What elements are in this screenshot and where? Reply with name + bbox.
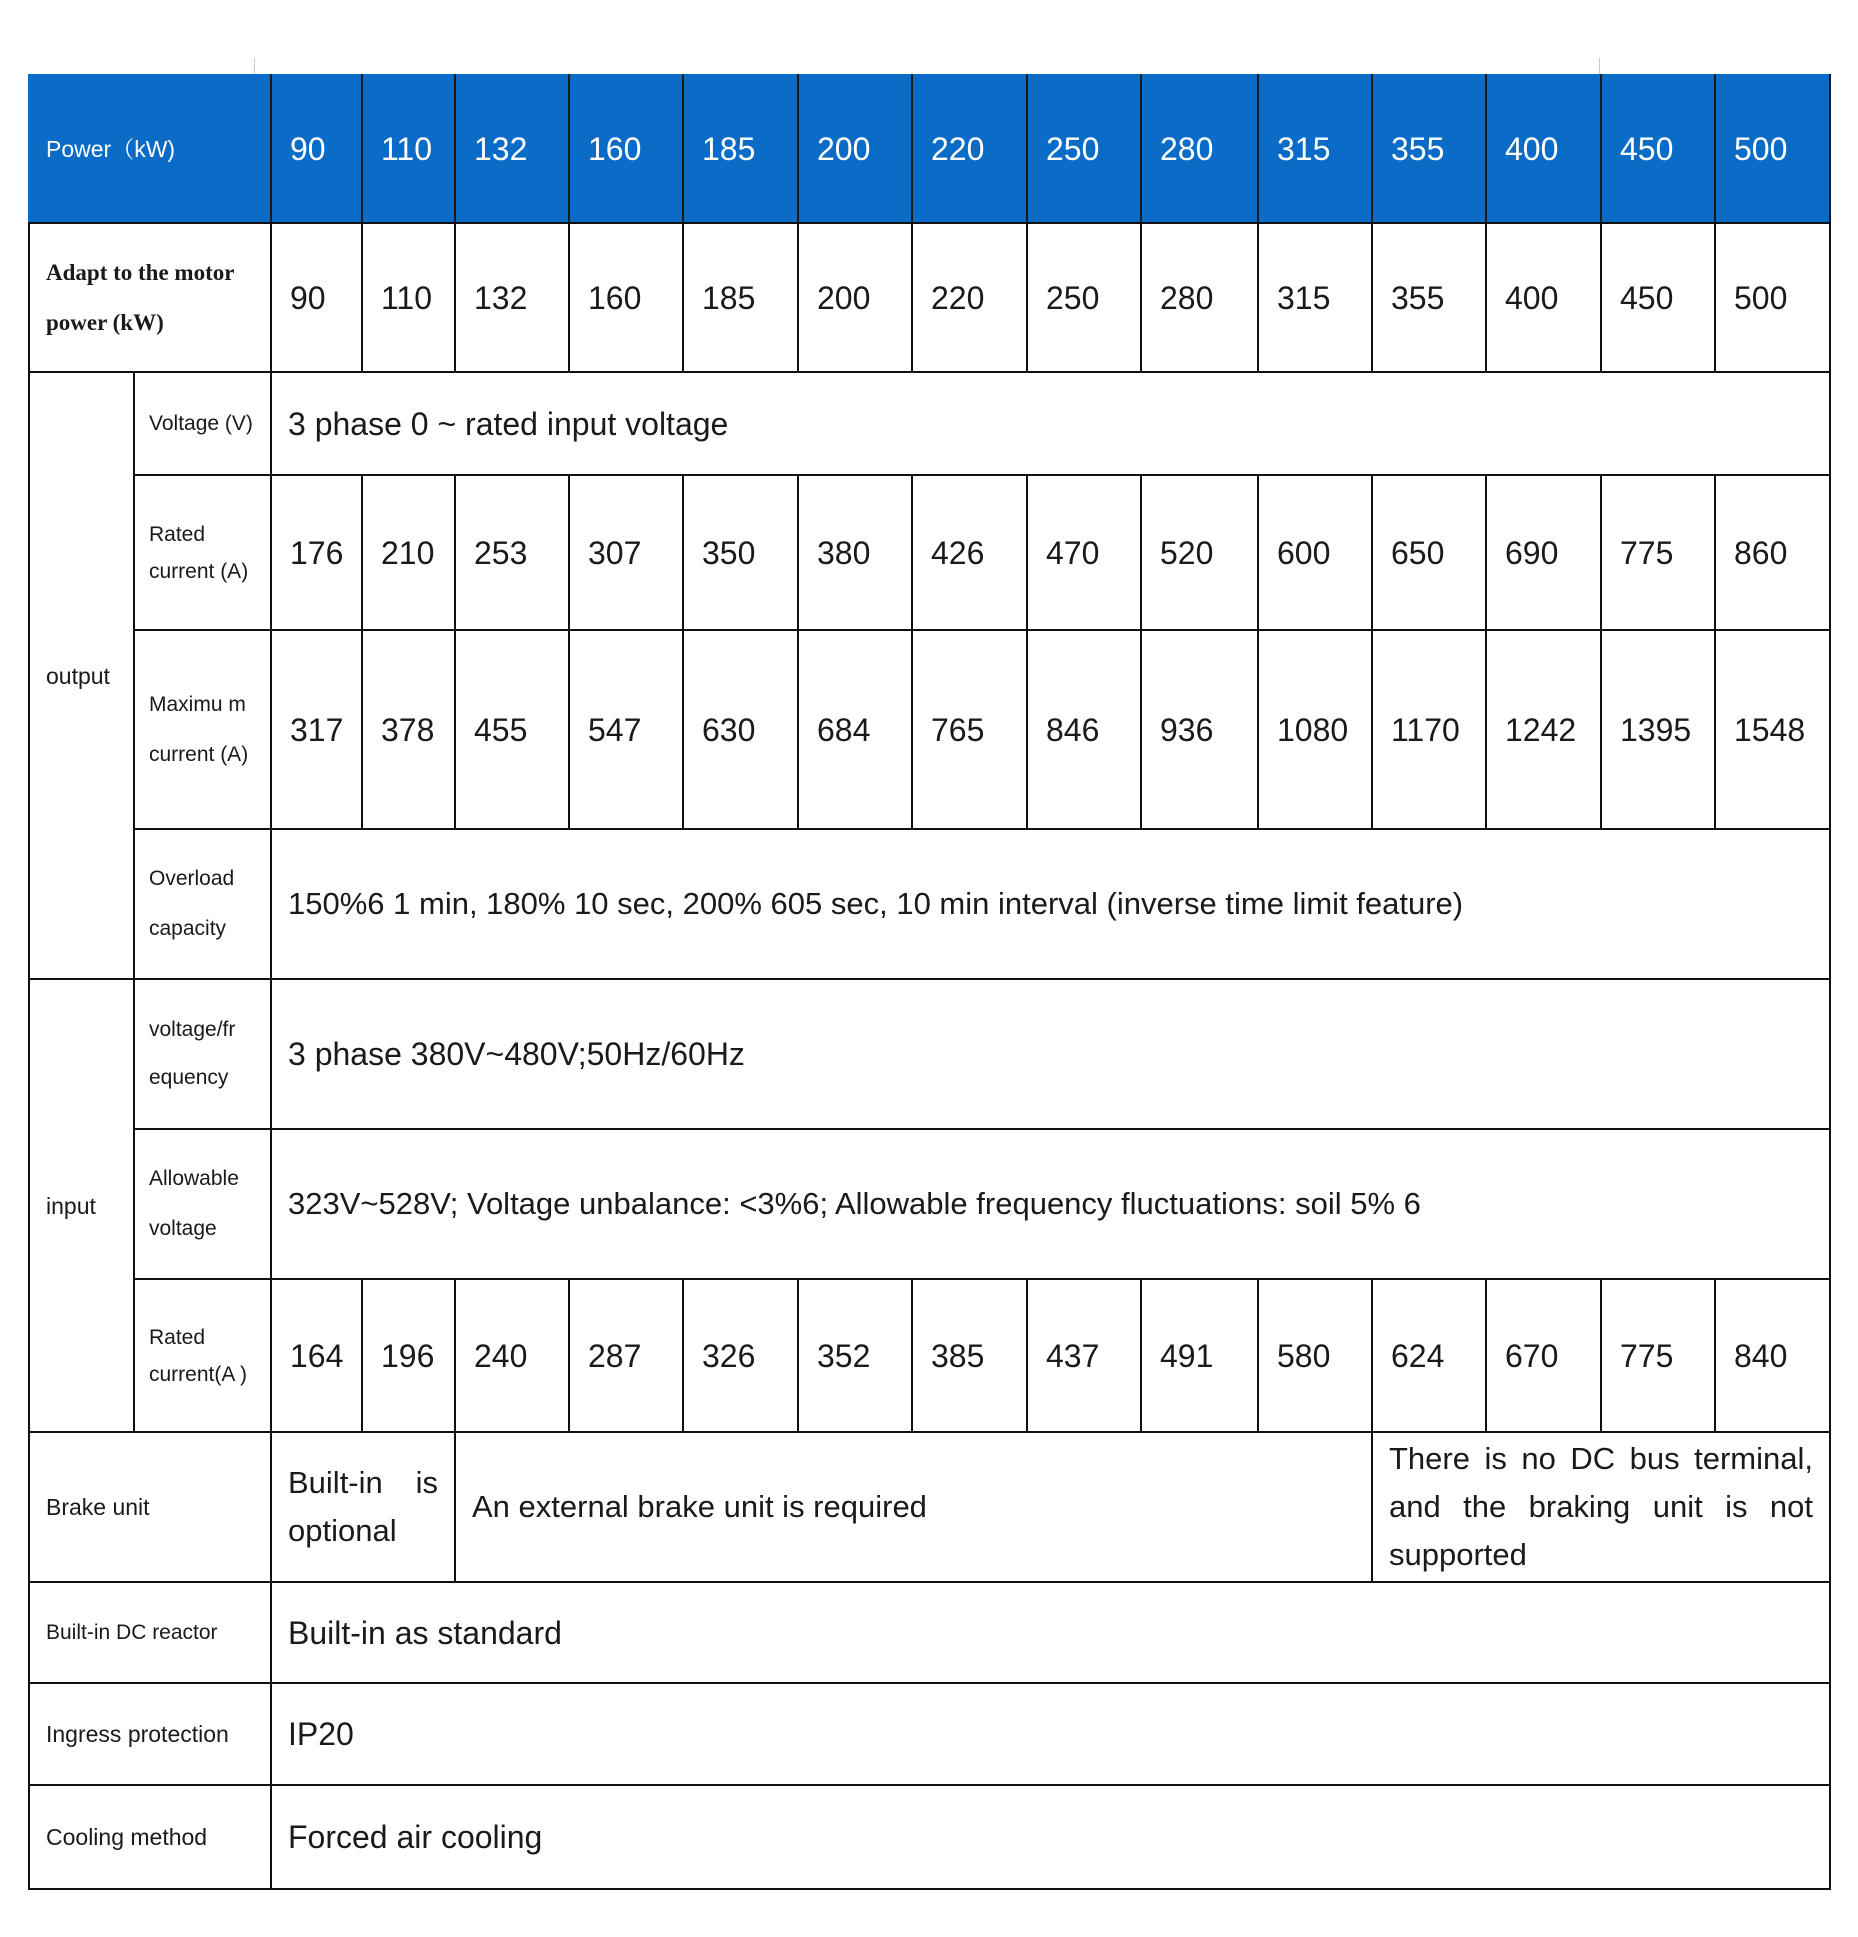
power-value: 500: [1715, 75, 1830, 223]
input-rated-current-value: 352: [798, 1279, 912, 1432]
output-voltage-value: 3 phase 0 ~ rated input voltage: [271, 372, 1830, 475]
output-rated-current-value: 520: [1141, 475, 1258, 630]
power-value: 450: [1601, 75, 1715, 223]
output-max-current-value: 1242: [1486, 630, 1601, 829]
dc-reactor-row: [29, 1582, 1830, 1683]
ingress-protection-label: Ingress protection: [29, 1683, 271, 1785]
input-group-label: input: [29, 979, 134, 1432]
power-value: 220: [912, 75, 1027, 223]
input-rated-current-value: 385: [912, 1279, 1027, 1432]
motor-power-value: 400: [1486, 223, 1601, 372]
power-value: 280: [1141, 75, 1258, 223]
input-rated-current-value: 240: [455, 1279, 569, 1432]
output-overload-label: Overload capacity: [134, 829, 271, 979]
output-max-current-value: 317: [271, 630, 362, 829]
brake-unit-external-required: An external brake unit is required: [455, 1432, 1372, 1582]
decoration-mark-right: [1599, 58, 1600, 74]
motor-power-value: 500: [1715, 223, 1830, 372]
output-rated-current-value: 600: [1258, 475, 1372, 630]
input-rated-current-value: 840: [1715, 1279, 1830, 1432]
input-allowable-voltage-row: [29, 1129, 1830, 1279]
motor-power-value: 450: [1601, 223, 1715, 372]
power-value: 110: [362, 75, 455, 223]
motor-power-row: [29, 223, 1830, 372]
output-max-current-value: 936: [1141, 630, 1258, 829]
power-value: 200: [798, 75, 912, 223]
input-rated-current-value: 196: [362, 1279, 455, 1432]
cooling-method-label: Cooling method: [29, 1785, 271, 1889]
power-label: Power（kW): [29, 75, 271, 223]
decoration-mark-left: [254, 58, 255, 74]
output-rated-current-value: 210: [362, 475, 455, 630]
input-rated-current-value: 624: [1372, 1279, 1486, 1432]
brake-unit-not-supported: There is no DC bus terminal, and the braking unit is not supported: [1372, 1432, 1830, 1582]
brake-unit-builtin-optional: Built-in is optional: [271, 1432, 455, 1582]
input-rated-current-value: 775: [1601, 1279, 1715, 1432]
input-rated-current-value: 491: [1141, 1279, 1258, 1432]
output-max-current-value: 1170: [1372, 630, 1486, 829]
output-group-label: output: [29, 372, 134, 979]
motor-power-value: 250: [1027, 223, 1141, 372]
output-rated-current-value: 307: [569, 475, 683, 630]
motor-power-value: 200: [798, 223, 912, 372]
input-voltage-frequency-label: voltage/fr equency: [134, 979, 271, 1129]
cooling-method-row: [29, 1785, 1830, 1889]
output-overload-value: 150%6 1 min, 180% 10 sec, 200% 605 sec, 10 min interval (inverse time limit feature): [271, 829, 1830, 979]
output-rated-current-row: [29, 475, 1830, 630]
output-max-current-value: 1395: [1601, 630, 1715, 829]
dc-reactor-label: Built-in DC reactor: [29, 1582, 271, 1683]
power-value: 315: [1258, 75, 1372, 223]
output-rated-current-value: 176: [271, 475, 362, 630]
dc-reactor-value: Built-in as standard: [271, 1582, 1830, 1683]
output-max-current-value: 630: [683, 630, 798, 829]
input-rated-current-value: 437: [1027, 1279, 1141, 1432]
input-rated-current-label: Rated current(A ): [134, 1279, 271, 1432]
output-max-current-value: 378: [362, 630, 455, 829]
power-value: 250: [1027, 75, 1141, 223]
output-max-current-value: 1080: [1258, 630, 1372, 829]
power-value: 355: [1372, 75, 1486, 223]
input-rated-current-value: 580: [1258, 1279, 1372, 1432]
power-value: 160: [569, 75, 683, 223]
spec-table: [28, 74, 1831, 1890]
motor-power-value: 315: [1258, 223, 1372, 372]
input-rated-current-row: [29, 1279, 1830, 1432]
output-max-current-value: 1548: [1715, 630, 1830, 829]
motor-power-value: 280: [1141, 223, 1258, 372]
motor-power-value: 110: [362, 223, 455, 372]
output-max-current-value: 547: [569, 630, 683, 829]
ingress-protection-row: [29, 1683, 1830, 1785]
brake-unit-label: Brake unit: [29, 1432, 271, 1582]
output-rated-current-value: 380: [798, 475, 912, 630]
output-rated-current-value: 690: [1486, 475, 1601, 630]
output-rated-current-value: 860: [1715, 475, 1830, 630]
motor-power-value: 355: [1372, 223, 1486, 372]
output-rated-current-value: 650: [1372, 475, 1486, 630]
output-max-current-value: 765: [912, 630, 1027, 829]
motor-power-value: 160: [569, 223, 683, 372]
power-value: 132: [455, 75, 569, 223]
output-rated-current-value: 426: [912, 475, 1027, 630]
ingress-protection-value: IP20: [271, 1683, 1830, 1785]
output-max-current-value: 846: [1027, 630, 1141, 829]
input-allowable-voltage-value: 323V~528V; Voltage unbalance: <3%6; Allowable frequency fluctuations: soil 5% 6: [271, 1129, 1830, 1279]
output-max-current-value: 684: [798, 630, 912, 829]
power-value: 185: [683, 75, 798, 223]
input-rated-current-value: 326: [683, 1279, 798, 1432]
power-value: 90: [271, 75, 362, 223]
output-rated-current-value: 775: [1601, 475, 1715, 630]
output-rated-current-value: 470: [1027, 475, 1141, 630]
header-row: [29, 75, 1830, 223]
output-voltage-label: Voltage (V): [134, 372, 271, 475]
brake-unit-row: [29, 1432, 1830, 1582]
input-rated-current-value: 670: [1486, 1279, 1601, 1432]
motor-power-value: 90: [271, 223, 362, 372]
input-voltage-frequency-value: 3 phase 380V~480V;50Hz/60Hz: [271, 979, 1830, 1129]
motor-power-label: Adapt to the motor power (kW): [29, 223, 271, 372]
power-value: 400: [1486, 75, 1601, 223]
input-rated-current-value: 164: [271, 1279, 362, 1432]
motor-power-value: 132: [455, 223, 569, 372]
output-voltage-row: [29, 372, 1830, 475]
input-allowable-voltage-label: Allowable voltage: [134, 1129, 271, 1279]
output-rated-current-label: Rated current (A): [134, 475, 271, 630]
input-voltage-frequency-row: [29, 979, 1830, 1129]
output-max-current-row: [29, 630, 1830, 829]
output-rated-current-value: 253: [455, 475, 569, 630]
output-max-current-label: Maximu m current (A): [134, 630, 271, 829]
output-overload-row: [29, 829, 1830, 979]
output-rated-current-value: 350: [683, 475, 798, 630]
cooling-method-value: Forced air cooling: [271, 1785, 1830, 1889]
output-max-current-value: 455: [455, 630, 569, 829]
input-rated-current-value: 287: [569, 1279, 683, 1432]
motor-power-value: 185: [683, 223, 798, 372]
motor-power-value: 220: [912, 223, 1027, 372]
